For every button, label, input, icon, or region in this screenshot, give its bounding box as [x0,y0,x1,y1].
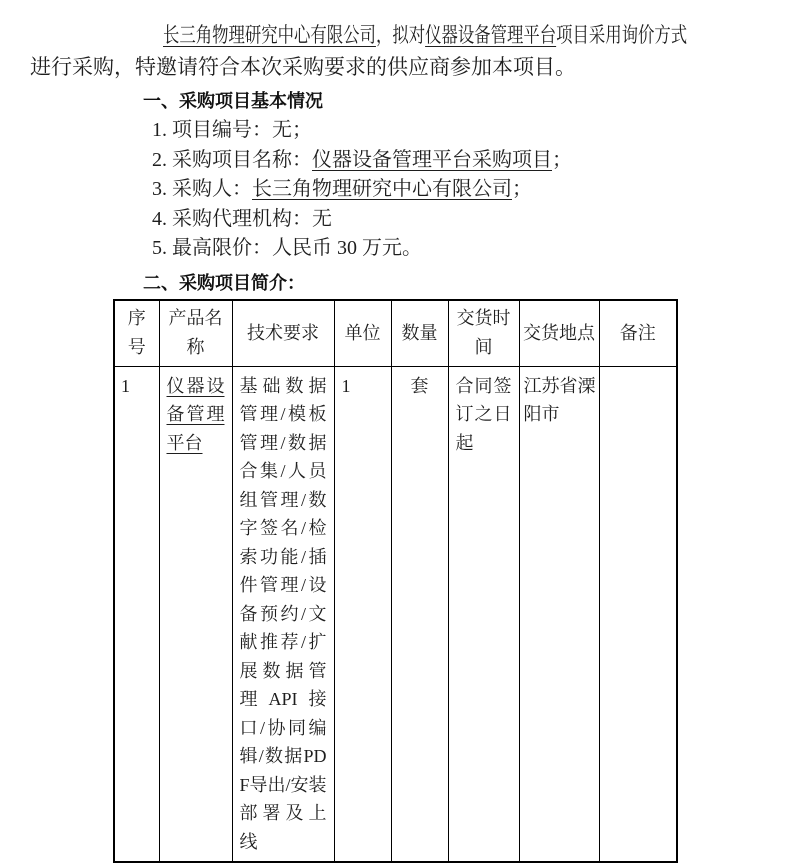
cell-product [159,366,232,862]
table-header-row [114,300,677,367]
col-header-remark: 备注 [599,300,677,367]
col-header-product: 产品名称 [159,300,232,367]
col-header-delivery-place: 交货地点 [519,300,599,367]
col-header-seq: 序号 [114,300,159,367]
cell-delivery-place: 江苏省溧阳市 [519,366,599,862]
cell-delivery-time: 合同签订之日起 [448,366,519,862]
cell-tech-requirements: 基础数据管理/模板管理/数据合集/人员组管理/数字签名/检索功能/插件管理/设备预约/文献推荐/扩展数据管理API接口/协同编辑/数据PDF导出/安装部署及上线 [232,366,334,862]
col-header-qty: 数量 [391,300,448,367]
section-1-heading: 一、采购项目基本情况 [143,91,323,111]
list-item-purchaser: 3. 采购人：长三角物理研究中心有限公司； [152,178,532,200]
col-header-delivery-time: 交货时间 [448,300,519,367]
list-item-project-name: 2. 采购项目名称：仪器设备管理平台采购项目； [152,148,572,171]
table-row [114,366,677,862]
intro-paragraph-line1 [30,19,787,51]
cell-qty: 套 [391,366,448,862]
cell-seq: 1 [114,366,159,862]
list-item-price-cap: 5. 最高限价：人民币 30 万元。 [152,237,422,259]
col-header-unit: 单位 [334,300,391,367]
cell-unit: 1 [334,366,391,862]
section-2-heading: 二、采购项目简介： [143,272,305,293]
procurement-table [113,299,678,864]
col-header-tech: 技术要求 [232,300,334,367]
intro-line1-text: 长三角物理研究中心有限公司，拟对仪器设备管理平台项目采用询价方式 [163,23,688,47]
list-item-agency: 4. 采购代理机构：无 [152,207,332,230]
intro-paragraph-line2: 进行采购，特邀请符合本次采购要求的供应商参加本项目。 [30,55,576,79]
cell-remark [599,366,677,862]
cell-product-text: 仪器设备管理平台 [166,375,225,453]
list-item-project-number: 1. 项目编号：无； [152,119,312,141]
